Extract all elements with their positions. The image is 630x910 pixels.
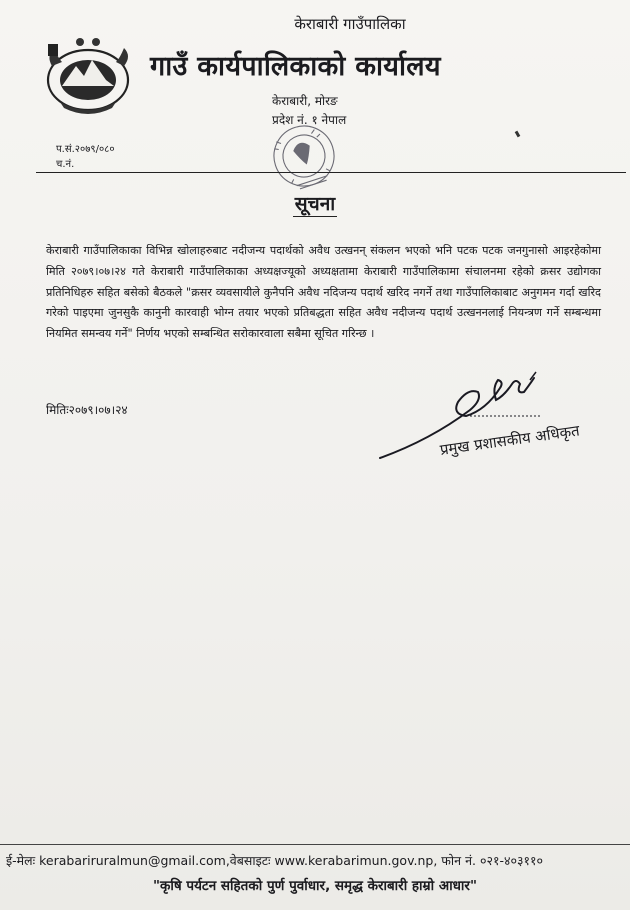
reference-number: प.सं.२०७९/०८० xyxy=(56,144,115,155)
notice-title xyxy=(0,190,630,216)
notice-date: मितिः२०७९।०७।२४ xyxy=(46,403,128,417)
notice-body: केराबारी गाउँपालिकाका विभिन्न खोलाहरुबाट नदीजन्य पदार्थको अवैध उत्खनन् संकलन भएको भनि पटक पटक जनगुनासो आइरहेकोमा मिति २०७९।०७।२४ गते केराबारी गाउँपालिकाका अध्यक्षज्यूको अध्यक्षतामा केराबारी गाउँपालिकामा संचालनमा रहेको क्रसर उद्योगका प्रतिनिधिहरु सहित बसेको बैठकले "क्रसर व्यवसायीले कुनैपनि अवैध नदिजन्य पदार्थ खरिद नगर्ने तथा गाउँपालिकाबाट अनुगमन गर्दा खरिद गरेको पाइएमा जुनसुकै कानुनी कारवाही भोग्न तयार भएको प्रतिबद्धता सहित अवैध नदीजन्य पदार्थ उत्खननलाई नियन्त्रण गर्ने सम्बन्धमा नियमित समन्वय गर्ने" निर्णय भएको सम्बन्धित सरोकारवाला सबैमा सूचित गरिन्छ । xyxy=(46,244,601,341)
nepal-emblem-logo xyxy=(40,36,138,116)
footer-contact: ई-मेलः kerabariruralmun@gmail.com,वेबसाइटः www.kerabarimun.gov.np, फोन नं. ०२१-४०३११० xyxy=(6,853,543,868)
municipality-name: केराबारी गाउँपालिका xyxy=(294,15,406,33)
notice-title-text: सूचना xyxy=(294,193,336,215)
address-line-1: केराबारी, मोरङ xyxy=(272,94,338,108)
signatory-designation: प्रमुख प्रशासकीय अधिकृत xyxy=(438,421,581,459)
office-stamp xyxy=(244,116,364,198)
dispatch-number: च.नं. xyxy=(56,159,75,170)
footer-divider xyxy=(0,844,630,845)
office-title: गाउँ कार्यपालिकाको कार्यालय xyxy=(150,51,441,82)
footer-slogan: "कृषि पर्यटन सहितको पुर्ण पुर्वाधार, समृद्ध केराबारी हाम्रो आधार" xyxy=(153,878,477,894)
address-line-2: प्रदेश नं. १ नेपाल xyxy=(272,113,347,127)
stray-mark xyxy=(515,131,521,138)
header-divider xyxy=(36,172,626,173)
